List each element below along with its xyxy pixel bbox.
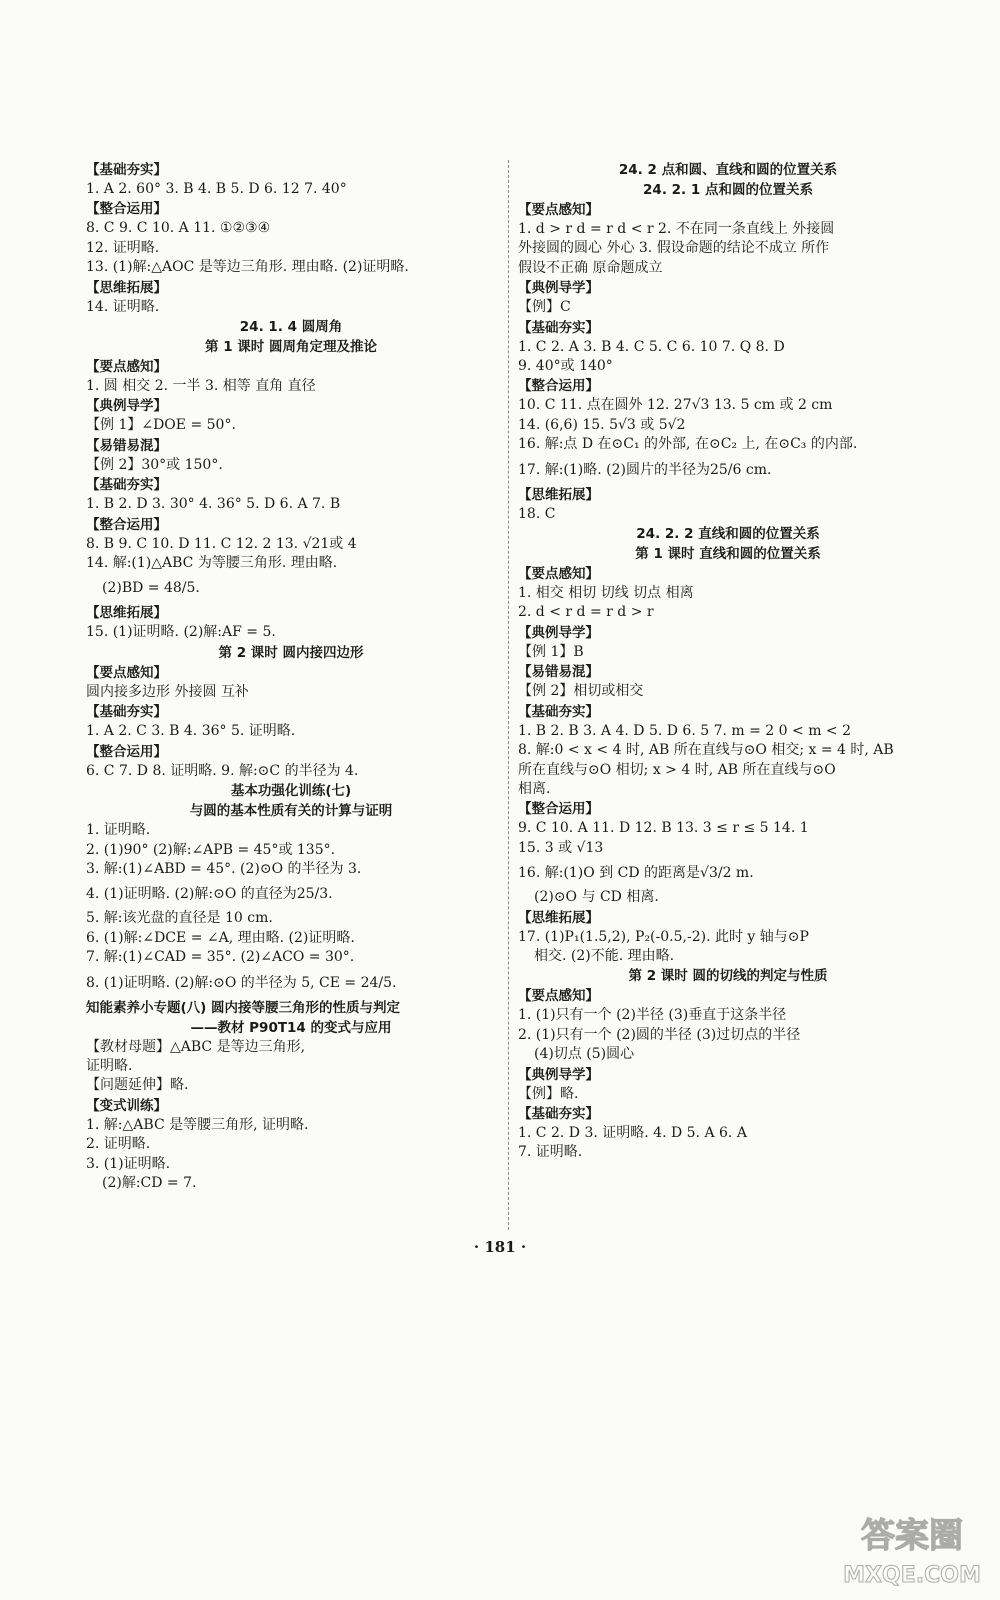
section-heading: 【典例导学】	[518, 280, 599, 297]
section-heading: 【易错易混】	[86, 437, 167, 454]
answer-line: 1. A 2. C 3. B 4. 36° 5. 证明略.	[86, 723, 296, 740]
answer-line: 17. 解:(1)略. (2)圆片的半径为25/6 cm.	[518, 461, 772, 478]
answer-line: 相离.	[518, 780, 551, 797]
section-heading: 【要点感知】	[518, 566, 599, 583]
section-heading: 【基础夯实】	[86, 162, 167, 178]
answer-line: 【教材母题】△ABC 是等边三角形,	[86, 1038, 306, 1055]
answer-line: (2)BD = 48/5.	[102, 580, 200, 597]
answer-line: 14. 解:(1)△ABC 为等腰三角形. 理由略.	[86, 555, 338, 572]
answer-line: (2)解:CD = 7.	[102, 1174, 197, 1191]
lesson-title: 24. 2. 1 点和圆的位置关系	[643, 182, 813, 198]
section-heading: 【整合运用】	[518, 801, 599, 818]
section-heading: 【要点感知】	[86, 664, 167, 681]
lesson-title: 第 1 课时 直线和圆的位置关系	[635, 546, 821, 563]
section-heading: 知能素养小专题(八) 圆内接等腰三角形的性质与判定	[86, 999, 401, 1016]
answer-line: 圆内接多边形 外接圆 互补	[86, 683, 249, 700]
section-heading: 【思维拓展】	[86, 605, 167, 622]
answer-line: 8. C 9. C 10. A 11. ①②③④	[86, 220, 271, 237]
answer-line: 15. 3 或 √13	[518, 839, 604, 856]
section-heading: 【整合运用】	[518, 378, 599, 395]
answer-line: 【例 1】B	[518, 643, 584, 660]
answer-line: 8. (1)证明略. (2)解:⊙O 的半径为 5, CE = 24/5.	[86, 974, 397, 991]
answer-line: 所在直线与⊙O 相切; x > 4 时, AB 所在直线与⊙O	[518, 761, 836, 778]
answer-line: 1. 证明略.	[86, 822, 151, 839]
answer-line: 1. 相交 相切 切线 切点 相离	[518, 585, 694, 602]
answer-line: 假设不正确 原命题成立	[518, 259, 663, 276]
answer-line: 【例 2】相切或相交	[518, 683, 644, 700]
answer-line: 9. C 10. A 11. D 12. B 13. 3 ≤ r ≤ 5 14. 1	[518, 820, 809, 837]
lesson-title: 第 2 课时 圆的切线的判定与性质	[628, 968, 828, 985]
section-heading: 【变式训练】	[86, 1097, 167, 1114]
section-heading: 【整合运用】	[86, 743, 167, 760]
lesson-title: 基本功强化训练(七)	[230, 783, 352, 800]
answer-line: 【例】C	[518, 299, 571, 316]
answer-line: 8. 解:0 < x < 4 时, AB 所在直线与⊙O 相交; x = 4 时, AB	[518, 742, 894, 759]
section-heading: 【思维拓展】	[518, 909, 599, 926]
answer-line: 9. 40°或 140°	[518, 358, 613, 375]
watermark-title: 答案圈	[861, 1516, 963, 1556]
answer-line: 2. (1)只有一个 (2)圆的半径 (3)过切点的半径	[518, 1026, 801, 1043]
lesson-title: 24. 2. 2 直线和圆的位置关系	[636, 526, 820, 543]
section-heading: 【基础夯实】	[518, 319, 599, 336]
section-heading: 【典例导学】	[518, 624, 599, 641]
answer-line: 外接圆的圆心 外心 3. 假设命题的结论不成立 所作	[518, 240, 830, 257]
answer-line: 1. C 2. D 3. 证明略. 4. D 5. A 6. A	[518, 1124, 747, 1141]
answer-line: 1. B 2. B 3. A 4. D 5. D 6. 5 7. m = 2 0 < m < 2	[518, 722, 852, 739]
answer-line: 5. 解:该光盘的直径是 10 cm.	[86, 910, 273, 927]
answer-line: 15. (1)证明略. (2)解:AF = 5.	[86, 624, 276, 641]
answer-line: 12. 证明略.	[86, 239, 160, 256]
lesson-title: 24. 2 点和圆、直线和圆的位置关系	[618, 162, 838, 178]
answer-line: 13. (1)解:△AOC 是等边三角形. 理由略. (2)证明略.	[86, 259, 409, 276]
answer-line: 1. C 2. A 3. B 4. C 5. C 6. 10 7. Q 8. D	[518, 338, 785, 355]
section-heading: 【整合运用】	[86, 201, 167, 218]
section-heading: 【典例导学】	[518, 1066, 599, 1083]
section-heading: 【易错易混】	[518, 664, 599, 681]
section-heading: 【基础夯实】	[518, 1105, 599, 1122]
answer-line: 1. d > r d = r d < r 2. 不在同一条直线上 外接圆	[518, 221, 835, 237]
answer-line: 证明略.	[86, 1057, 133, 1074]
section-heading: 【基础夯实】	[86, 477, 167, 494]
answer-line: 1. A 2. 60° 3. B 4. B 5. D 6. 12 7. 40°	[86, 181, 347, 197]
answer-line: 2. 证明略.	[86, 1136, 151, 1153]
answer-line: 17. (1)P₁(1.5,2), P₂(-0.5,-2). 此时 y 轴与⊙P	[518, 928, 809, 945]
watermark-url: MXQE.COM	[843, 1563, 981, 1588]
answer-line: 2. d < r d = r d > r	[518, 604, 654, 621]
answer-line: (2)⊙O 与 CD 相离.	[534, 889, 659, 906]
right-column	[518, 160, 938, 1163]
watermark-logo	[832, 1507, 992, 1592]
answer-line: 8. B 9. C 10. D 11. C 12. 2 13. √21或 4	[86, 535, 357, 552]
answer-line: 16. 解:(1)O 到 CD 的距离是√3/2 m.	[518, 865, 754, 882]
answer-line: 【例 2】30°或 150°.	[86, 456, 223, 473]
answer-line: 7. 解:(1)∠CAD = 35°. (2)∠ACO = 30°.	[86, 949, 355, 966]
section-heading: 【整合运用】	[86, 516, 167, 533]
section-heading: 【基础夯实】	[86, 704, 167, 721]
lesson-title: 与圆的基本性质有关的计算与证明	[189, 803, 393, 820]
section-heading: 【要点感知】	[86, 359, 167, 376]
lesson-title: 第 1 课时 圆周角定理及推论	[205, 339, 377, 356]
answer-line: 1. B 2. D 3. 30° 4. 36° 5. D 6. A 7. B	[86, 496, 341, 513]
answer-line: 4. (1)证明略. (2)解:⊙O 的直径为25/3.	[86, 886, 333, 903]
answer-line: 【例 1】∠DOE = 50°.	[86, 417, 236, 434]
answer-line: 6. C 7. D 8. 证明略. 9. 解:⊙C 的半径为 4.	[86, 762, 359, 779]
lesson-title: 24. 1. 4 圆周角	[239, 319, 343, 336]
answer-line: 2. (1)90° (2)解:∠APB = 45°或 135°.	[86, 841, 336, 858]
lesson-title: ——教材 P90T14 的变式与应用	[190, 1019, 392, 1036]
lesson-title: 第 2 课时 圆内接四边形	[218, 644, 364, 661]
answer-line: 3. 解:(1)∠ABD = 45°. (2)⊙O 的半径为 3.	[86, 860, 362, 877]
answer-line: 7. 证明略.	[518, 1144, 583, 1161]
answer-line: 1. 解:△ABC 是等腰三角形, 证明略.	[86, 1116, 309, 1133]
column-divider	[508, 160, 509, 1230]
section-heading: 【典例导学】	[86, 398, 167, 415]
answer-line: (4)切点 (5)圆心	[534, 1046, 635, 1063]
answer-line: 【例】略.	[518, 1085, 579, 1102]
answer-line: 14. 证明略.	[86, 298, 160, 315]
answer-line: 14. (6,6) 15. 5√3 或 5√2	[518, 416, 686, 433]
answer-line: 相交. (2)不能. 理由略.	[534, 947, 675, 964]
section-heading: 【要点感知】	[518, 988, 599, 1005]
page-number: · 181 ·	[473, 1238, 527, 1256]
section-heading: 【基础夯实】	[518, 703, 599, 720]
answer-line: 6. (1)解:∠DCE = ∠A, 理由略. (2)证明略.	[86, 929, 355, 946]
section-heading: 【思维拓展】	[518, 486, 599, 503]
answer-line: 10. C 11. 点在圆外 12. 27√3 13. 5 cm 或 2 cm	[518, 397, 833, 414]
left-column	[86, 160, 496, 1193]
answer-line: 18. C	[518, 505, 556, 522]
answer-line: 16. 解:点 D 在⊙C₁ 的外部, 在⊙C₂ 上, 在⊙C₃ 的内部.	[518, 436, 858, 453]
section-heading: 【思维拓展】	[86, 279, 167, 296]
section-heading: 【要点感知】	[518, 202, 599, 218]
answer-line: 3. (1)证明略.	[86, 1155, 171, 1172]
answer-line: 【问题延伸】略.	[86, 1077, 189, 1094]
answer-line: 1. 圆 相交 2. 一半 3. 相等 直角 直径	[86, 378, 316, 395]
answer-line: 1. (1)只有一个 (2)半径 (3)垂直于这条半径	[518, 1007, 787, 1024]
